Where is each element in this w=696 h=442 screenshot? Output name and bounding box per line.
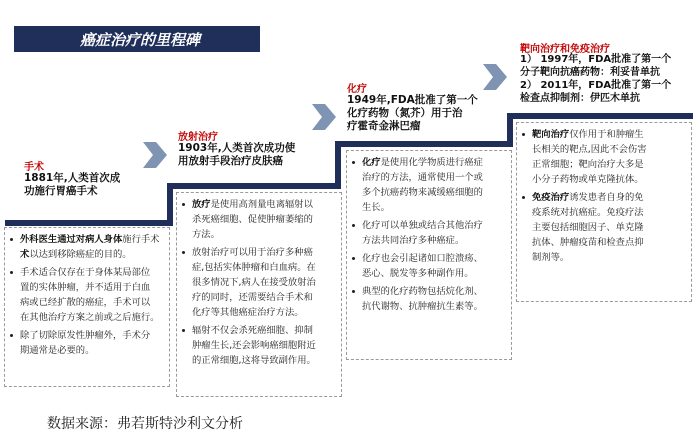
stage-title-targeted-immuno: 靶向治疗和免疫治疗 [520,44,610,55]
bullet-item: 辐射不仅会杀死癌细胞、抑制 肿瘤生长,还会影响癌细胞附近 的正常细胞,这将导致副作用。 [181,323,335,368]
bullet-item: 除了切除原发性肿瘤外，手术分 期通常是必要的。 [9,328,163,358]
source-note: 数据来源：弗若斯特沙利文分析 [47,416,243,432]
bullet-item: 手术适合仅存在于身体某局部位 置的实体肿瘤，并不适用于白血 病或已经扩散的癌症，手术可以 在其他治疗方案之前或之后施行。 [9,265,163,325]
stage-desc-surgery: 1881年,人类首次成 功施行胃癌手术 [24,172,121,197]
stage-title-radiotherapy: 放射治疗 [178,132,218,143]
stage-desc-radiotherapy: 1903年,人类首次成功使 用放射手段治疗皮肤癌 [178,142,296,167]
bullet-item: 化疗可以单独或结合其他治疗 方法共同治疗多种癌症。 [351,218,505,248]
bullet-item: 免疫治疗诱发患者自身的免 疫系统对抗癌症。免疫疗法 主要包括细胞因子、单克隆 抗体、肿瘤疫苗和检查点抑 制剂等。 [521,190,685,265]
stage-title-surgery: 手术 [24,162,44,173]
bullet-item: 靶向治疗仅作用于和肿瘤生 长相关的靶点,因此不会伤害 正常细胞；靶向治疗大多是 小分子药物或单克隆抗体。 [521,127,685,187]
bullet-item: 化疗是使用化学物质进行癌症 治疗的方法，通常使用一个或 多个抗癌药物来减缓癌细胞的 生长。 [351,155,505,215]
stage-title-chemotherapy: 化疗 [347,84,367,95]
arrow-right-icon [143,142,167,168]
bullet-item: 放射治疗可以用于治疗多种癌 症,包括实体肿瘤和白血病。在 很多情况下,病人在接受放射治 疗的同时，还需要结合手术和 化疗等其他癌症治疗方法。 [181,245,335,320]
bullet-item: 放疗是使用高剂量电离辐射以 杀死癌细胞、促使肿瘤萎缩的 方法。 [181,197,335,242]
arrow-right-icon [312,104,336,130]
stage-desc-chemotherapy: 1949年,FDA批准了第一个 化疗药物（氮芥）用于治 疗霍奇金淋巴瘤 [347,94,478,132]
bullet-item: 外科医生通过对病人身体施行手术 术以达到移除癌症的目的。 [9,232,163,262]
bullet-item: 化疗也会引起诸如口腔溃疡、 恶心、脱发等多种副作用。 [351,251,505,281]
arrow-right-icon [483,64,507,90]
details-box-radiotherapy [176,192,342,397]
stage-desc-targeted-immuno: 1） 1997年，FDA批准了第一个 分子靶向抗癌药物：利妥昔单抗 2） 2011年，FDA批准了第一个 检查点抑制剂：伊匹木单抗 [520,54,672,104]
details-box-targeted-immuno [516,122,692,302]
details-box-surgery [4,227,170,387]
bullet-item: 典型的化疗药物包括烷化剂、 抗代谢物、抗肿瘤抗生素等。 [351,284,505,314]
details-box-chemotherapy [346,150,512,360]
page-title: 癌症治疗的里程碑 [80,31,201,49]
